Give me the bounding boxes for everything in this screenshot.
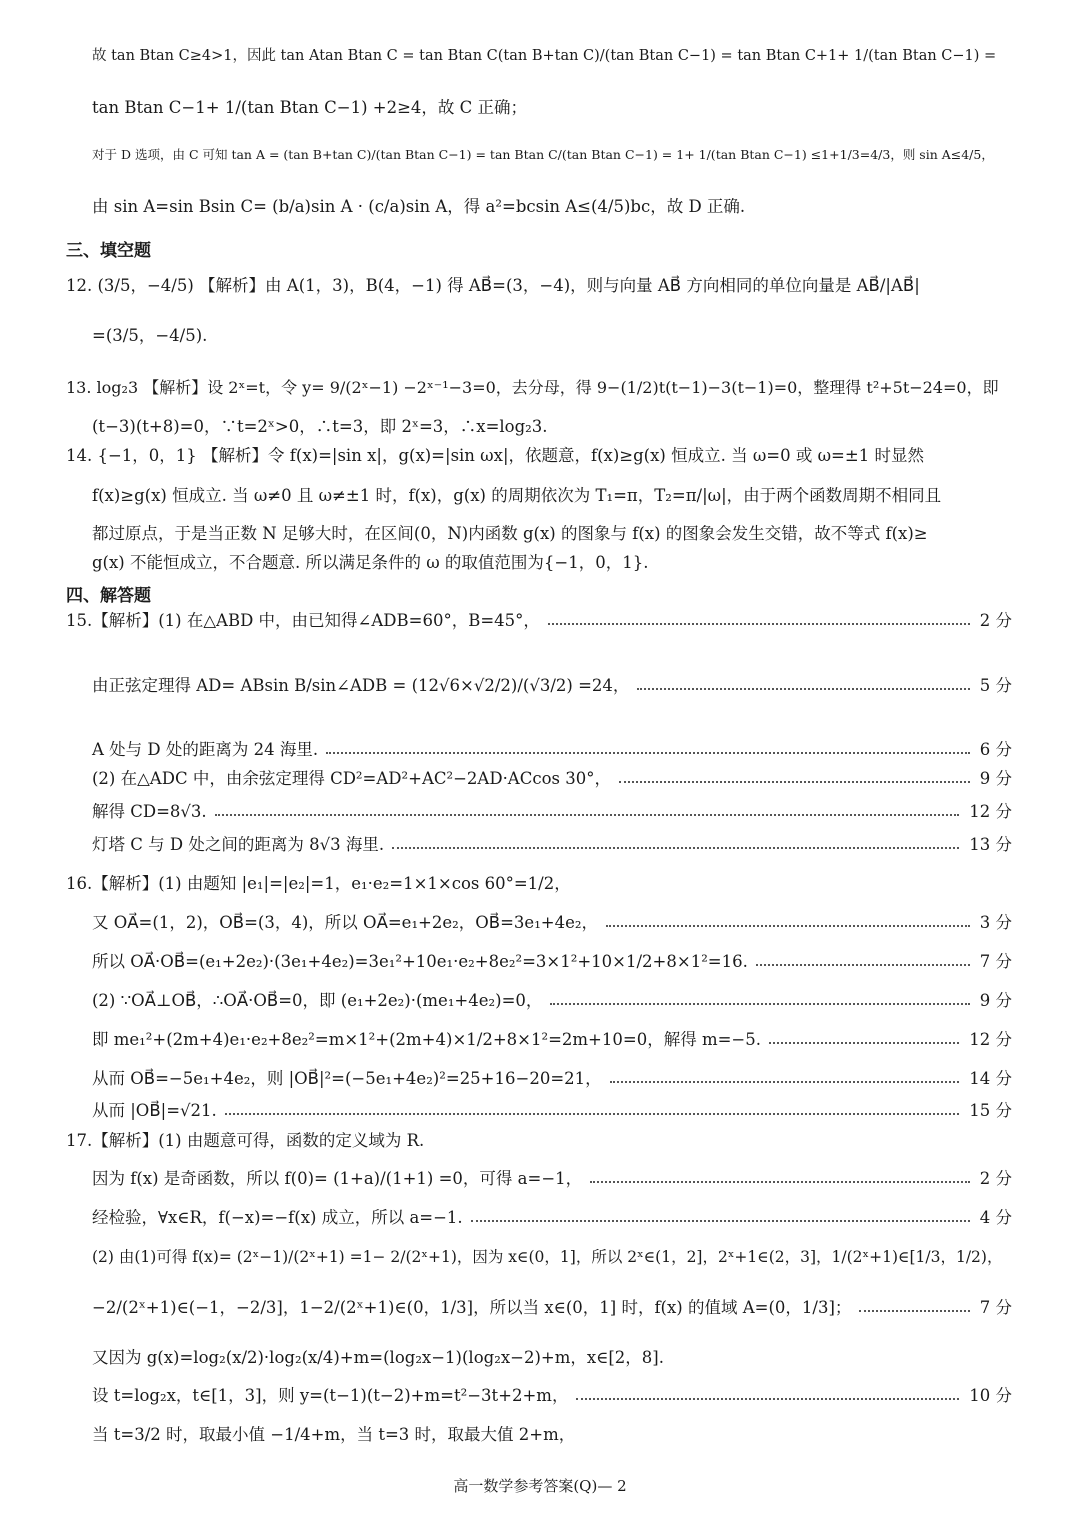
q15-row-score: 9 分 bbox=[979, 769, 1012, 788]
leader-dots bbox=[756, 964, 970, 966]
q15-row-score: 2 分 bbox=[979, 611, 1012, 630]
q16-row bbox=[92, 1069, 1012, 1089]
q16-row-score: 15 分 bbox=[969, 1101, 1012, 1120]
q15-row bbox=[92, 835, 1012, 855]
q17-line-7: 当 t=3/2 时，取最小值 −1/4+m，当 t=3 时，取最大值 2+m， bbox=[92, 1425, 576, 1444]
q15-row-text: (2) 在△ADC 中，由余弦定理得 CD²=AD²+AC²−2AD·ACcos 30°， bbox=[92, 769, 611, 788]
q16-row bbox=[92, 952, 1012, 972]
leader-dots bbox=[215, 814, 960, 816]
q17-row bbox=[92, 1298, 1012, 1318]
q17-row-score: 10 分 bbox=[969, 1386, 1012, 1405]
q12-line-2: =(3/5，−4/5). bbox=[92, 326, 208, 345]
q17-line-5: 又因为 g(x)=log₂(x/2)·log₂(x/4)+m=(log₂x−1)(log₂x−2)+m，x∈[2，8]. bbox=[92, 1348, 664, 1367]
leader-dots bbox=[326, 752, 970, 754]
q15-row-text: 由正弦定理得 AD= ABsin B/sin∠ADB = (12√6×√2/2)/(√3/2) =24， bbox=[92, 676, 630, 695]
q16-intro: 16.【解析】(1) 由题知 |e₁|=|e₂|=1，e₁·e₂=1×1×cos 60°=1/2， bbox=[66, 874, 571, 893]
q16-row bbox=[92, 1030, 1012, 1050]
q13-line-2: (t−3)(t+8)=0，∵t=2ˣ>0，∴t=3，即 2ˣ=3，∴x=log₂3. bbox=[92, 417, 548, 436]
q17-row bbox=[92, 1169, 1012, 1189]
q17-row-score: 4 分 bbox=[979, 1208, 1012, 1227]
leader-dots bbox=[769, 1042, 959, 1044]
leader-dots bbox=[590, 1181, 970, 1183]
q16-row-score: 7 分 bbox=[979, 952, 1012, 971]
leader-dots bbox=[392, 847, 959, 849]
q15-row-score: 13 分 bbox=[969, 835, 1012, 854]
q16-row bbox=[92, 1101, 1012, 1121]
q17-row-text: 因为 f(x) 是奇函数，所以 f(0)= (1+a)/(1+1) =0，可得 a=−1， bbox=[92, 1169, 583, 1188]
q17-row-text: 经检验，∀x∈R，f(−x)=−f(x) 成立，所以 a=−1. bbox=[92, 1208, 463, 1227]
leader-dots bbox=[550, 1003, 969, 1005]
q16-row-text: 所以 OA⃗·OB⃗=(e₁+2e₂)·(3e₁+4e₂)=3e₁²+10e₁·e₂+8e₂²=3×1²+10×1/2+8×1²=16. bbox=[92, 952, 748, 971]
q16-row bbox=[92, 991, 1012, 1011]
leader-dots bbox=[637, 688, 969, 690]
section-fill-blank-heading: 三、填空题 bbox=[66, 241, 151, 261]
q15-row-text: 灯塔 C 与 D 处之间的距离为 8√3 海里. bbox=[92, 835, 385, 854]
q13-line-1: 13. log₂3 【解析】设 2ˣ=t，令 y= 9/(2ˣ−1) −2ˣ⁻¹−3=0，去分母，得 9−(1/2)t(t−1)−3(t−1)=0，整理得 t²+5t−24=0，即 bbox=[66, 378, 999, 397]
leader-dots bbox=[576, 1398, 959, 1400]
q16-row-score: 14 分 bbox=[969, 1069, 1012, 1088]
leader-dots bbox=[471, 1220, 970, 1222]
q16-row-text: 从而 |OB⃗|=√21. bbox=[92, 1101, 217, 1120]
q16-row bbox=[92, 913, 1012, 933]
leader-dots bbox=[225, 1113, 959, 1115]
q15-row-text: A 处与 D 处的距离为 24 海里. bbox=[92, 740, 319, 759]
page-footer: 高一数学参考答案(Q)— 2 bbox=[453, 1477, 627, 1495]
q14-line-4: g(x) 不能恒成立，不合题意. 所以满足条件的 ω 的取值范围为{−1，0，1}. bbox=[92, 553, 649, 572]
q16-row-text: 从而 OB⃗=−5e₁+4e₂，则 |OB⃗|²=(−5e₁+4e₂)²=25+16−20=21， bbox=[92, 1069, 602, 1088]
q15-row-text: 15.【解析】(1) 在△ABD 中，由已知得∠ADB=60°，B=45°， bbox=[66, 611, 540, 630]
q15-row bbox=[92, 769, 1012, 789]
carry-line-4: 由 sin A=sin Bsin C= (b/a)sin A · (c/a)sin A，得 a²=bcsin A≤(4/5)bc，故 D 正确. bbox=[92, 197, 746, 216]
q15-row bbox=[66, 611, 1012, 631]
leader-dots bbox=[610, 1081, 960, 1083]
leader-dots bbox=[606, 925, 970, 927]
q15-row bbox=[92, 676, 1012, 696]
q15-row-score: 6 分 bbox=[979, 740, 1012, 759]
q17-row-score: 2 分 bbox=[979, 1169, 1012, 1188]
q16-row-score: 3 分 bbox=[979, 913, 1012, 932]
q17-row-score: 7 分 bbox=[979, 1298, 1012, 1317]
q17-line-3: (2) 由(1)可得 f(x)= (2ˣ−1)/(2ˣ+1) =1− 2/(2ˣ+1)，因为 x∈(0，1]，所以 2ˣ∈(1，2]，2ˣ+1∈(2，3]，1/(2ˣ+1)∈[1/3，1/2)， bbox=[92, 1248, 1003, 1266]
leader-dots bbox=[859, 1310, 969, 1312]
leader-dots bbox=[619, 781, 970, 783]
section-answer-heading: 四、解答题 bbox=[66, 586, 151, 606]
q15-row-score: 5 分 bbox=[979, 676, 1012, 695]
carry-line-2: tan Btan C−1+ 1/(tan Btan C−1) +2≥4，故 C 正确； bbox=[92, 98, 528, 117]
q17-intro: 17.【解析】(1) 由题意可得，函数的定义域为 R. bbox=[66, 1131, 425, 1150]
q17-row bbox=[92, 1208, 1012, 1228]
q16-row-text: 又 OA⃗=(1，2)，OB⃗=(3，4)，所以 OA⃗=e₁+2e₂，OB⃗=3e₁+4e₂， bbox=[92, 913, 599, 932]
q17-row bbox=[92, 1386, 1012, 1406]
carry-line-1: 故 tan Btan C≥4>1，因此 tan Atan Btan C = tan Btan C(tan B+tan C)/(tan Btan C−1) = tan Btan C+1+ 1/(tan Btan C−1) = bbox=[92, 48, 997, 64]
q15-row-score: 12 分 bbox=[969, 802, 1012, 821]
q16-row-text: (2) ∵OA⃗⊥OB⃗，∴OA⃗·OB⃗=0，即 (e₁+2e₂)·(me₁+4e₂)=0， bbox=[92, 991, 543, 1010]
q14-line-3: 都过原点，于是当正数 N 足够大时，在区间(0，N)内函数 g(x) 的图象与 f(x) 的图象会发生交错，故不等式 f(x)≥ bbox=[92, 524, 928, 543]
q16-row-score: 9 分 bbox=[979, 991, 1012, 1010]
q15-row-text: 解得 CD=8√3. bbox=[92, 802, 207, 821]
q15-row bbox=[92, 802, 1012, 822]
leader-dots bbox=[548, 623, 970, 625]
q14-line-2: f(x)≥g(x) 恒成立. 当 ω≠0 且 ω≠±1 时，f(x)，g(x) 的周期依次为 T₁=π，T₂=π/|ω|，由于两个函数周期不相同且 bbox=[92, 486, 942, 505]
carry-line-3: 对于 D 选项，由 C 可知 tan A = (tan B+tan C)/(tan Btan C−1) = tan Btan C/(tan Btan C−1) = 1+ 1/(tan Btan C−1) ≤1+1/3=4/3，则 sin A≤4/5， bbox=[92, 147, 994, 162]
q16-row-score: 12 分 bbox=[969, 1030, 1012, 1049]
q17-row-text: −2/(2ˣ+1)∈(−1，−2/3]，1−2/(2ˣ+1)∈(0，1/3]，所以当 x∈(0，1] 时，f(x) 的值域 A=(0，1/3]； bbox=[92, 1298, 852, 1317]
q17-row-text: 设 t=log₂x，t∈[1，3]，则 y=(t−1)(t−2)+m=t²−3t+2+m， bbox=[92, 1386, 569, 1405]
q15-row bbox=[92, 740, 1012, 760]
q12-line-1: 12. (3/5，−4/5) 【解析】由 A(1，3)，B(4，−1) 得 AB⃗=(3，−4)，则与向量 AB⃗ 方向相同的单位向量是 AB⃗/|AB⃗| bbox=[66, 276, 920, 295]
q14-line-1: 14. {−1，0，1} 【解析】令 f(x)=|sin x|，g(x)=|sin ωx|，依题意，f(x)≥g(x) 恒成立. 当 ω=0 或 ω=±1 时显然 bbox=[66, 446, 924, 465]
q16-row-text: 即 me₁²+(2m+4)e₁·e₂+8e₂²=m×1²+(2m+4)×1/2+8×1²=2m+10=0，解得 m=−5. bbox=[92, 1030, 761, 1049]
